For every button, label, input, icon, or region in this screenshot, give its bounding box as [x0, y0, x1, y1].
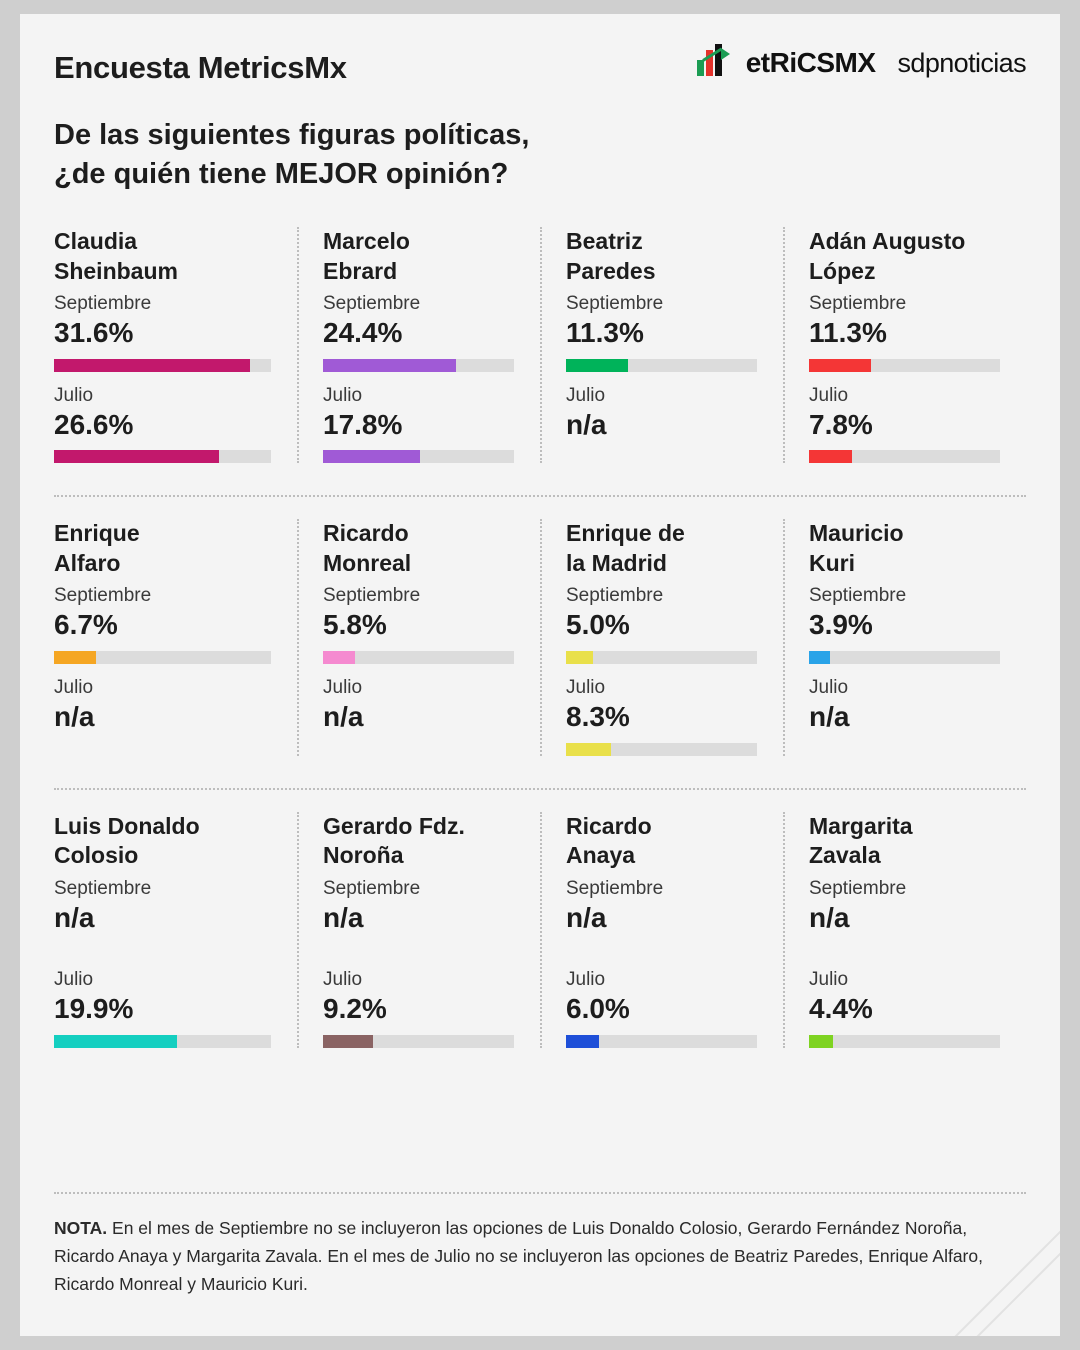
candidate-card: [54, 227, 297, 463]
value-bar-fill: [566, 1035, 599, 1048]
period-label: Septiembre: [323, 293, 421, 315]
period-label: Julio: [566, 969, 606, 991]
period-value: 4.4%: [809, 993, 873, 1025]
value-bar-track: [54, 359, 271, 372]
period-block: [809, 969, 1000, 1048]
question-text: De las siguientes figuras políticas, ¿de quién tiene MEJOR opinión?: [54, 119, 530, 190]
candidate-card: [783, 227, 1026, 463]
period-label: Julio: [566, 384, 606, 406]
footer: [54, 1192, 1026, 1298]
period-value: 7.8%: [809, 408, 873, 440]
candidate-card: [540, 227, 783, 463]
results-row: [54, 227, 1026, 485]
value-bar-track: [54, 1035, 271, 1048]
value-bar-fill: [323, 359, 456, 372]
note-text: [54, 1214, 1026, 1298]
value-bar-track: [323, 1035, 514, 1048]
value-bar-track: [323, 651, 514, 664]
period-block: [323, 293, 514, 372]
period-block: [809, 677, 1000, 756]
candidate-card: [297, 227, 540, 463]
period-value: 11.3%: [809, 317, 887, 349]
candidate-card: [783, 519, 1026, 755]
candidate-card: [54, 812, 297, 1048]
value-bar-track: [566, 359, 757, 372]
period-label: Septiembre: [323, 585, 421, 607]
period-label: Julio: [54, 676, 94, 698]
value-bar-track: [54, 450, 271, 463]
candidate-name: Ricardo Monreal: [323, 520, 412, 576]
candidate-card: [783, 812, 1026, 1048]
candidate-name: Ricardo Anaya: [566, 812, 652, 868]
note-body: En el mes de Septiembre no se incluyeron las opciones de Luis Donaldo Colosio, Gerardo Fernández Noroña, Ricardo Anaya y Margarita Zavala. En el mes de Julio no se incluyeron las opciones de Beatriz Paredes, Enrique Alfaro, Ricardo Monreal y Mauricio Kuri.: [54, 1218, 983, 1294]
sdpnoticias-logo: sdpnoticias: [897, 47, 1026, 78]
candidate-name: Mauricio Kuri: [809, 520, 904, 576]
period-block: [323, 585, 514, 664]
value-bar-fill: [566, 743, 611, 756]
period-value: 8.3%: [566, 700, 630, 732]
candidate-name: Adán Augusto López: [809, 228, 966, 284]
period-value: n/a: [566, 408, 607, 440]
value-bar-fill: [566, 651, 593, 664]
candidate-card: [297, 519, 540, 755]
period-block: [566, 293, 757, 372]
value-bar-track: [54, 651, 271, 664]
period-label: Julio: [323, 384, 363, 406]
candidate-name: Gerardo Fdz. Noroña: [323, 812, 465, 868]
period-value: 26.6%: [54, 408, 134, 440]
period-value: 3.9%: [809, 609, 873, 641]
infographic-canvas: [20, 14, 1060, 1336]
period-block: [54, 677, 271, 756]
chart-arrow-icon: [697, 46, 743, 80]
period-block: [566, 385, 757, 464]
metricsmx-logo-text: etRiCSMX: [745, 47, 876, 78]
period-label: Julio: [809, 969, 849, 991]
value-bar-fill: [54, 359, 250, 372]
period-label: Septiembre: [323, 877, 421, 899]
candidate-name: Enrique de la Madrid: [566, 520, 685, 576]
header: [54, 44, 1026, 86]
candidate-name: Marcelo Ebrard: [323, 228, 410, 284]
period-label: Septiembre: [54, 877, 152, 899]
period-value: 24.4%: [323, 317, 403, 349]
candidate-card: [540, 812, 783, 1048]
period-label: Julio: [54, 384, 94, 406]
period-value: 6.0%: [566, 993, 630, 1025]
candidate-name: Claudia Sheinbaum: [54, 228, 178, 284]
value-bar-fill: [809, 359, 871, 372]
period-label: Septiembre: [566, 293, 664, 315]
value-bar-fill: [323, 651, 355, 664]
value-bar-track: [323, 359, 514, 372]
period-value: 9.2%: [323, 993, 387, 1025]
page-title: Encuesta MetricsMx: [54, 50, 347, 85]
period-label: Julio: [54, 969, 94, 991]
period-value: 6.7%: [54, 609, 118, 641]
period-block: [54, 878, 271, 957]
period-value: 31.6%: [54, 317, 134, 349]
value-bar-track: [566, 1035, 757, 1048]
period-value: 11.3%: [566, 317, 644, 349]
candidate-name: Enrique Alfaro: [54, 520, 140, 576]
period-block: [323, 385, 514, 464]
period-block: [566, 677, 757, 756]
candidate-name: Margarita Zavala: [809, 812, 913, 868]
results-row: [54, 788, 1026, 1070]
value-bar-track: [809, 359, 1000, 372]
period-block: [566, 878, 757, 957]
period-value: 19.9%: [54, 993, 134, 1025]
period-label: Septiembre: [566, 585, 664, 607]
value-bar-fill: [54, 651, 96, 664]
period-label: Septiembre: [809, 585, 907, 607]
period-block: [54, 585, 271, 664]
candidate-name: Luis Donaldo Colosio: [54, 812, 200, 868]
period-label: Julio: [809, 384, 849, 406]
period-value: n/a: [54, 700, 95, 732]
value-bar-fill: [809, 651, 830, 664]
value-bar-fill: [323, 1035, 373, 1048]
value-bar-track: [809, 651, 1000, 664]
period-block: [809, 585, 1000, 664]
period-label: Julio: [809, 676, 849, 698]
period-label: Julio: [323, 969, 363, 991]
period-label: Julio: [566, 676, 606, 698]
logo-group: [697, 46, 1026, 80]
value-bar-fill: [566, 359, 628, 372]
period-block: [566, 585, 757, 664]
results-row: [54, 495, 1026, 777]
note-label: NOTA.: [54, 1218, 108, 1238]
period-value: n/a: [323, 901, 364, 933]
period-value: 5.0%: [566, 609, 630, 641]
value-bar-fill: [809, 1035, 833, 1048]
period-block: [566, 969, 757, 1048]
period-block: [54, 969, 271, 1048]
period-label: Septiembre: [54, 293, 152, 315]
period-value: n/a: [323, 700, 364, 732]
period-label: Septiembre: [809, 877, 907, 899]
value-bar-track: [323, 450, 514, 463]
value-bar-fill: [54, 1035, 177, 1048]
candidate-name: Beatriz Paredes: [566, 228, 656, 284]
period-value: n/a: [809, 901, 850, 933]
metricsmx-logo: [697, 46, 876, 80]
period-value: n/a: [809, 700, 850, 732]
period-block: [323, 677, 514, 756]
period-block: [323, 878, 514, 957]
period-label: Julio: [323, 676, 363, 698]
value-bar-track: [809, 450, 1000, 463]
value-bar-fill: [323, 450, 420, 463]
period-value: 17.8%: [323, 408, 403, 440]
period-value: 5.8%: [323, 609, 387, 641]
period-value: n/a: [566, 901, 607, 933]
value-bar-track: [809, 1035, 1000, 1048]
period-value: n/a: [54, 901, 95, 933]
period-block: [809, 293, 1000, 372]
candidate-card: [297, 812, 540, 1048]
results-grid: [54, 227, 1026, 1070]
period-block: [54, 385, 271, 464]
footer-divider: [54, 1192, 1026, 1194]
period-block: [54, 293, 271, 372]
period-block: [809, 385, 1000, 464]
period-label: Septiembre: [809, 293, 907, 315]
value-bar-track: [566, 743, 757, 756]
candidate-card: [540, 519, 783, 755]
period-label: Septiembre: [566, 877, 664, 899]
period-block: [323, 969, 514, 1048]
period-label: Septiembre: [54, 585, 152, 607]
period-block: [809, 878, 1000, 957]
value-bar-fill: [54, 450, 219, 463]
value-bar-track: [566, 651, 757, 664]
value-bar-fill: [809, 450, 852, 463]
candidate-card: [54, 519, 297, 755]
